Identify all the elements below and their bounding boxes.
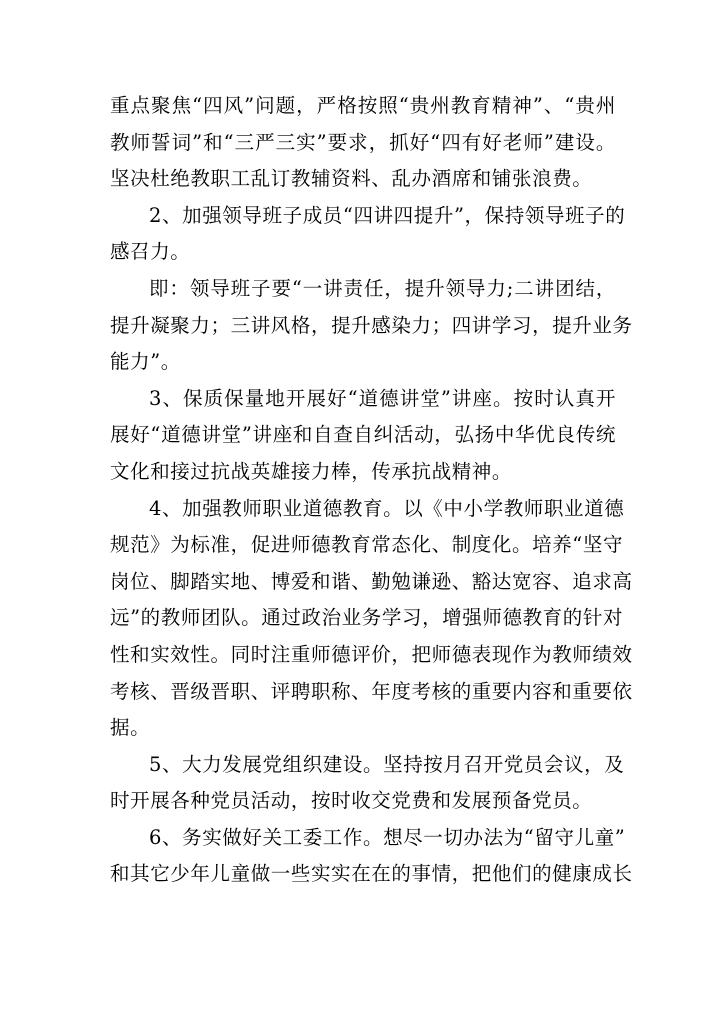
text-line: 和其它少年儿童做一些实实在在的事情，把他们的健康成长 [110,862,633,886]
text-line: 教师誓词”和“三严三实”要求，抓好“四有好老师”建设。 [110,130,616,154]
document-page [110,88,633,893]
text-line: 感召力。 [110,240,191,264]
text-line: 6、务实做好关工委工作。想尽一切办法为“留守儿童” [149,825,626,849]
text-line: 据。 [110,716,151,740]
text-line: 即：领导班子要“一讲责任，提升领导力;二讲团结， [149,276,616,300]
text-line: 时开展各种党员活动，按时收交党费和发展预备党员。 [110,789,593,813]
text-line: 考核、晋级晋职、评聘职称、年度考核的重要内容和重要依 [110,679,633,703]
text-line: 展好“道德讲堂”讲座和自查自纠活动，弘扬中华优良传统 [110,423,616,447]
text-line: 2、加强领导班子成员“四讲四提升”，保持领导班子的 [149,203,626,227]
text-line: 远”的教师团队。通过政治业务学习，增强师德教育的针对 [110,606,624,630]
text-line: 3、保质保量地开展好“道德讲堂”讲座。按时认真开 [149,386,616,410]
text-line: 规范》为标准，促进师德教育常态化、制度化。培养“坚守 [110,533,624,557]
text-line: 性和实效性。同时注重师德评价，把师德表现作为教师绩效 [110,642,633,666]
text-line: 文化和接过抗战英雄接力棒，传承抗战精神。 [110,459,513,483]
text-line: 5、大力发展党组织建设。坚持按月召开党员会议，及 [149,752,625,776]
text-line: 能力”。 [110,350,181,374]
text-line: 坚决杜绝教职工乱订教辅资料、乱办酒席和铺张浪费。 [110,167,593,191]
text-line: 4、加强教师职业道德教育。以《中小学教师职业道德 [149,496,625,520]
text-line: 提升凝聚力；三讲风格，提升感染力；四讲学习，提升业务 [110,313,633,337]
text-line: 岗位、脚踏实地、博爱和谐、勤勉谦逊、豁达宽容、追求高 [110,569,633,593]
text-line: 重点聚焦“四风”问题，严格按照“贵州教育精神”、“贵州 [110,94,616,117]
